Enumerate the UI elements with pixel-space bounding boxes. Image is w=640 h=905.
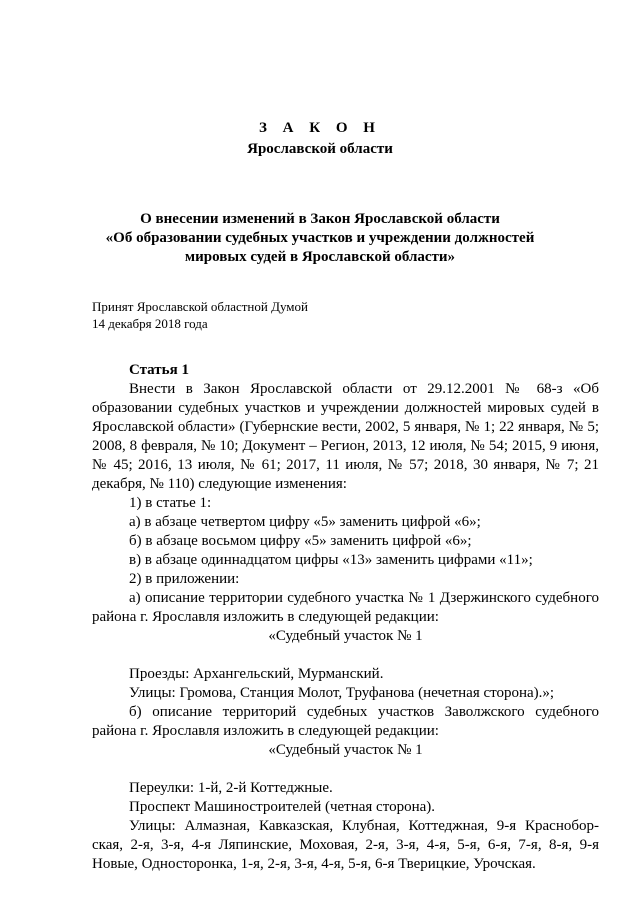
document-body [92,361,599,874]
quote-line: Улицы: Громова, Станция Молот, Труфанова (нечетная сторона).»; [129,685,555,701]
document-title-line: «Об образовании судебных участков и учреждении должностей [105,230,535,246]
intro-paragraph: Внести в Закон Ярославской области от 29.12.2001 № 68-з «Об образовании судебных участков и учреждении должностей мировых судей в Ярославской области» (Губернские вести, 2002, 5 января, № 1; 22 января, № 5; 2008, 8 февраля, № 10; Документ – Регион, 2013, 12 июля, № 54; 2015, 9 июня, № 45; 2016, 13 июля, № 61; 2017, 11 июля, № 57; 2018, 30 января, № 7; 21 декабря, № 110) следующие изменения: [92,381,599,492]
law-title: З А К О Н [259,120,381,136]
item-a-paragraph: а) описание территории судебного участка № 1 Дзержинского судебного района г. Ярославля изложить в следующей редакции: [92,590,599,625]
list-item: 1) в статье 1: [129,495,212,511]
quote-line: Переулки: 1-й, 2-й Коттеджные. [129,780,333,796]
quote-line: Проезды: Архангельский, Мурманский. [129,666,384,682]
blank-line [92,646,599,665]
document-title-line: мировых судей в Ярославской области» [184,249,456,265]
quote-heading: «Судебный участок № 1 [268,628,423,644]
document-title [40,210,600,267]
blank-line [92,760,599,779]
document-title-line: О внесении изменений в Закон Ярославской области [140,211,500,227]
adoption-body: Принят Ярославской областной Думой [92,299,308,314]
region-subtitle: Ярославской области [247,141,393,157]
streets-paragraph: Улицы: Алмазная, Кавказская, Клубная, Коттеджная, 9-я Краснобор-ская, 2-я, 3-я, 4-я Ляпинские, Моховая, 2-я, 3-я, 4-я, 5-я, 6-я, 7-я, 8-я, 9-я Новые, Односторонка, 1-я, 2-я, 3-я, 4-я, 5-я, 6-я Тверицкие, Урочская. [92,818,599,872]
list-item: а) в абзаце четвертом цифру «5» заменить цифрой «6»; [129,514,481,530]
article-heading: Статья 1 [129,362,189,378]
list-item: в) в абзаце одиннадцатом цифры «13» заменить цифрами «11»; [129,552,533,568]
quote-line: Проспект Машиностроителей (четная сторона). [129,799,436,815]
list-item: б) в абзаце восьмом цифру «5» заменить цифрой «6»; [129,533,472,549]
quote-heading: «Судебный участок № 1 [268,742,423,758]
adoption-note [92,298,308,332]
adoption-date: 14 декабря 2018 года [92,316,208,331]
item-b-paragraph: б) описание территорий судебных участков Заволжского судебного района г. Ярославля изложить в следующей редакции: [92,704,599,739]
list-item: 2) в приложении: [129,571,240,587]
